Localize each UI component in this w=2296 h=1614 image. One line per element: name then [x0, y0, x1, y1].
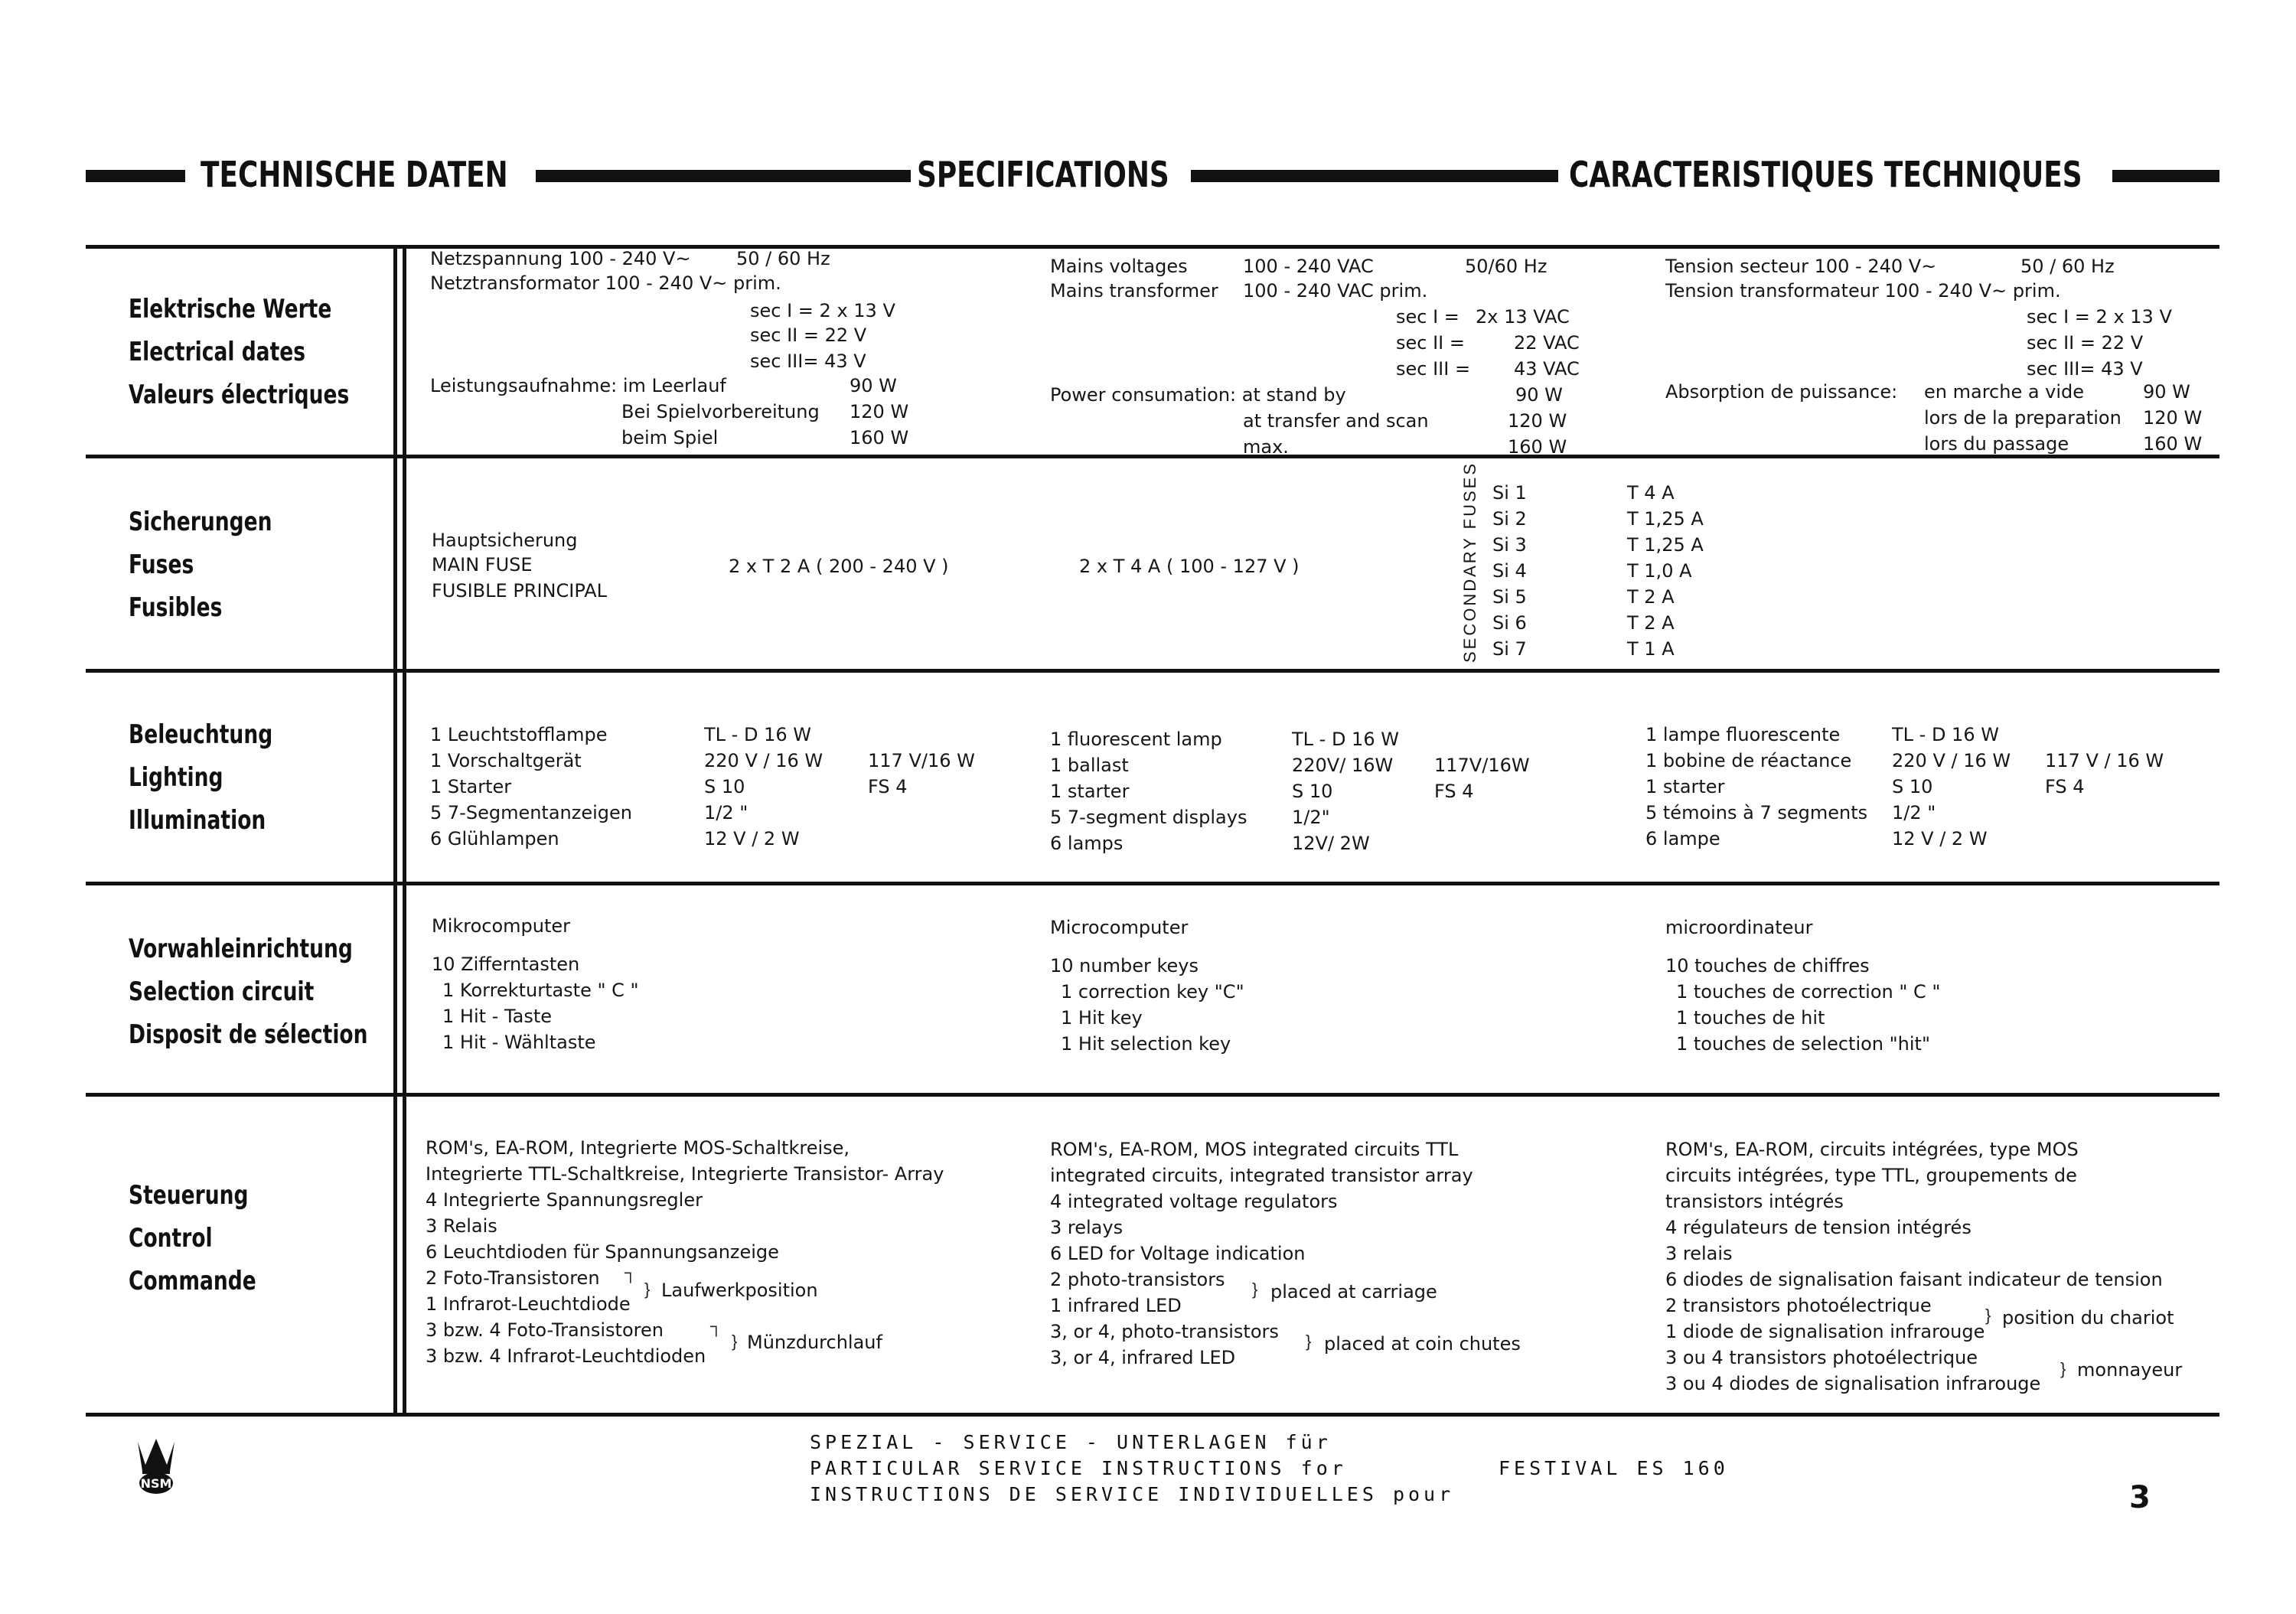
- lighting-value: 1/2 ": [1892, 802, 1936, 823]
- section-label-electrical: [129, 288, 350, 416]
- sec-2: sec II = 22 V: [750, 324, 867, 346]
- selection-line: 1 Hit selection key: [1061, 1033, 1231, 1055]
- control-line: 2 photo-transistors: [1050, 1269, 1225, 1290]
- control-line: 4 integrated voltage regulators: [1050, 1191, 1338, 1212]
- lighting-value: 12 V / 2 W: [1892, 828, 1988, 849]
- label-en: Lighting: [129, 762, 223, 793]
- transformer-label: Mains transformer: [1050, 280, 1218, 302]
- lighting-value: TL - D 16 W: [1292, 729, 1399, 750]
- sec-2-label: sec II =: [1396, 332, 1465, 354]
- lighting-value: 220 V / 16 W: [704, 750, 823, 771]
- main-fuse-fr: FUSIBLE PRINCIPAL: [432, 580, 608, 602]
- power-pass: 160 W: [2143, 433, 2203, 455]
- label-en: Control: [129, 1223, 213, 1254]
- label-de: Sicherungen: [129, 507, 272, 537]
- transformer: 100 - 240 VAC prim.: [1243, 280, 1428, 302]
- lighting-item: 6 Glühlampen: [430, 828, 559, 849]
- control-line: circuits intégrées, type TTL, groupements de: [1665, 1165, 2077, 1186]
- selection-line: 1 touches de selection "hit": [1676, 1033, 1931, 1055]
- lighting-item: 6 lamps: [1050, 833, 1124, 854]
- lighting-value: 12V/ 2W: [1292, 833, 1370, 854]
- secondary-fuses-label: SECONDARY FUSES: [1460, 461, 1479, 663]
- sec-1: sec I = 2 x 13 V: [2027, 306, 2172, 328]
- bracket: ┐: [625, 1263, 637, 1282]
- control-line: 3, or 4, infrared LED: [1050, 1347, 1236, 1368]
- control-note: monnayeur: [2077, 1359, 2183, 1381]
- sec-3: 43 VAC: [1514, 358, 1580, 380]
- main-fuse-de: Hauptsicherung: [432, 530, 578, 551]
- control-line: 4 régulateurs de tension intégrés: [1665, 1217, 1971, 1238]
- lighting-value: 220 V / 16 W: [1892, 750, 2011, 771]
- fuse-value: T 1,25 A: [1627, 508, 1704, 530]
- selection-line: 1 Korrekturtaste " C ": [442, 980, 639, 1001]
- sec-1: 2x 13 VAC: [1476, 306, 1570, 328]
- power-idle-label: en marche a vide: [1924, 381, 2085, 403]
- lighting-item: 1 Leuchtstofflampe: [430, 724, 608, 745]
- label-de: Elektrische Werte: [129, 294, 332, 324]
- lighting-value: TL - D 16 W: [1892, 724, 1999, 745]
- fuse-value: T 1 A: [1627, 638, 1675, 660]
- control-line: 1 diode de signalisation infrarouge: [1665, 1321, 1985, 1342]
- control-line: 3, or 4, photo-transistors: [1050, 1321, 1279, 1342]
- fuse-value: T 1,0 A: [1627, 560, 1692, 582]
- selection-line: 1 Hit - Taste: [442, 1006, 553, 1027]
- fuse-name: Si 3: [1492, 534, 1527, 556]
- section-label-lighting: [129, 713, 344, 842]
- label-fr: Disposit de sélection: [129, 1019, 368, 1050]
- fuse-name: Si 6: [1492, 612, 1527, 634]
- lighting-item: 1 bobine de réactance: [1645, 750, 1852, 771]
- label-de: Steuerung: [129, 1180, 249, 1211]
- control-line: 3 bzw. 4 Infrarot-Leuchtdioden: [426, 1345, 706, 1367]
- fuse-name: Si 7: [1492, 638, 1527, 660]
- control-line: Integrierte TTL-Schaltkreise, Integrierte Transistor- Array: [426, 1163, 944, 1185]
- label-de: Vorwahleinrichtung: [129, 934, 353, 964]
- control-line: 3 ou 4 diodes de signalisation infrarouge: [1665, 1373, 2041, 1394]
- control-line: 3 relays: [1050, 1217, 1124, 1238]
- lighting-item: 5 7-segment displays: [1050, 807, 1247, 828]
- fuse-name: Si 4: [1492, 560, 1527, 582]
- lighting-value: 117 V/16 W: [868, 750, 975, 771]
- header-bar: [1191, 170, 1558, 182]
- mains-frequency: 50/60 Hz: [1465, 256, 1548, 277]
- selection-line: 1 Hit - Wähltaste: [442, 1032, 596, 1053]
- lighting-value: FS 4: [2045, 776, 2085, 797]
- lighting-item: 1 fluorescent lamp: [1050, 729, 1222, 750]
- power-max-label: max.: [1243, 436, 1289, 458]
- bracket: }: [1306, 1332, 1312, 1351]
- lighting-value: 1/2 ": [704, 802, 748, 823]
- label-fr: Commande: [129, 1266, 256, 1296]
- main-fuse-230v: 2 x T 2 A ( 200 - 240 V ): [729, 556, 949, 577]
- fuse-name: Si 2: [1492, 508, 1527, 530]
- control-note: position du chariot: [2002, 1307, 2174, 1329]
- lighting-value: FS 4: [868, 776, 908, 797]
- selection-line: 10 number keys: [1050, 955, 1199, 977]
- lighting-item: 6 lampe: [1645, 828, 1720, 849]
- bracket: }: [644, 1280, 651, 1299]
- mains-frequency: 50 / 60 Hz: [736, 248, 830, 269]
- lighting-item: 1 Starter: [430, 776, 512, 797]
- footer-line-en: PARTICULAR SERVICE INSTRUCTIONS for: [810, 1457, 1347, 1479]
- control-note: placed at coin chutes: [1324, 1333, 1521, 1355]
- section-label-selection: [129, 928, 368, 1056]
- power-idle: 90 W: [2143, 381, 2190, 403]
- power-prep: 120 W: [2143, 407, 2203, 429]
- bracket: }: [2060, 1359, 2066, 1378]
- fuse-name: Si 1: [1492, 482, 1527, 504]
- control-line: 2 Foto-Transistoren: [426, 1267, 600, 1289]
- page-number: 3: [2129, 1480, 2151, 1515]
- sec-1-label: sec I =: [1396, 306, 1459, 328]
- power-play: 160 W: [850, 427, 909, 448]
- fuse-value: T 2 A: [1627, 612, 1675, 634]
- power-transfer-label: at transfer and scan: [1243, 410, 1429, 432]
- lighting-value: TL - D 16 W: [704, 724, 811, 745]
- selection-line: 1 touches de hit: [1676, 1007, 1825, 1029]
- control-line: ROM's, EA-ROM, Integrierte MOS-Schaltkreise,: [426, 1137, 850, 1159]
- footer-line-de: SPEZIAL - SERVICE - UNTERLAGEN für: [810, 1431, 1332, 1453]
- lighting-item: 5 7-Segmentanzeigen: [430, 802, 632, 823]
- lighting-value: 117V/16W: [1434, 755, 1530, 776]
- lighting-value: 12 V / 2 W: [704, 828, 800, 849]
- control-line: 4 Integrierte Spannungsregler: [426, 1189, 703, 1211]
- lighting-value: 1/2": [1292, 807, 1330, 828]
- bracket: ┐: [710, 1316, 722, 1335]
- sec-3-label: sec III =: [1396, 358, 1471, 380]
- control-line: integrated circuits, integrated transistor array: [1050, 1165, 1473, 1186]
- selection-line: 1 correction key "C": [1061, 981, 1244, 1003]
- main-fuse-en: MAIN FUSE: [432, 554, 533, 575]
- control-note: placed at carriage: [1270, 1281, 1437, 1303]
- selection-title: Microcomputer: [1050, 917, 1189, 938]
- label-en: Electrical dates: [129, 337, 306, 367]
- power-play-label: beim Spiel: [621, 427, 719, 448]
- control-line: transistors intégrés: [1665, 1191, 1844, 1212]
- sec-3: sec III= 43 V: [750, 351, 866, 372]
- control-line: 1 Infrarot-Leuchtdiode: [426, 1293, 631, 1315]
- lighting-value: S 10: [1892, 776, 1933, 797]
- power-prep: 120 W: [850, 401, 909, 422]
- selection-line: 10 touches de chiffres: [1665, 955, 1870, 977]
- fuse-value: T 4 A: [1627, 482, 1675, 504]
- control-line: ROM's, EA-ROM, MOS integrated circuits TTL: [1050, 1139, 1459, 1160]
- fuse-value: T 1,25 A: [1627, 534, 1704, 556]
- header-title-fr: CARACTERISTIQUES TECHNIQUES: [1569, 154, 2082, 195]
- section-label-control: [129, 1174, 344, 1303]
- lighting-value: FS 4: [1434, 781, 1474, 802]
- sec-1: sec I = 2 x 13 V: [750, 300, 895, 321]
- selection-title: Mikrocomputer: [432, 915, 571, 937]
- label-en: Fuses: [129, 549, 194, 580]
- lighting-value: 117 V / 16 W: [2045, 750, 2164, 771]
- lighting-item: 5 témoins à 7 segments: [1645, 802, 1868, 823]
- selection-line: 10 Zifferntasten: [432, 954, 580, 975]
- lighting-item: 1 ballast: [1050, 755, 1129, 776]
- bracket: }: [1252, 1280, 1258, 1299]
- control-line: 3 bzw. 4 Foto-Transistoren: [426, 1319, 664, 1341]
- label-fr: Valeurs électriques: [129, 380, 350, 410]
- sec-2: 22 VAC: [1514, 332, 1580, 354]
- header-title-en: SPECIFICATIONS: [917, 154, 1169, 195]
- footer-line-fr: INSTRUCTIONS DE SERVICE INDIVIDUELLES pour: [810, 1483, 1455, 1505]
- control-line: 2 transistors photoélectrique: [1665, 1295, 1932, 1316]
- lighting-item: 1 lampe fluorescente: [1645, 724, 1841, 745]
- header-title-de: TECHNISCHE DATEN: [201, 154, 508, 195]
- sec-2: sec II = 22 V: [2027, 332, 2144, 354]
- control-line: ROM's, EA-ROM, circuits intégrées, type MOS: [1665, 1139, 2079, 1160]
- lighting-item: 1 starter: [1645, 776, 1725, 797]
- lighting-item: 1 starter: [1050, 781, 1130, 802]
- label-en: Selection circuit: [129, 977, 315, 1007]
- control-note: Laufwerkposition: [661, 1280, 818, 1301]
- transformer: Tension transformateur 100 - 240 V~ prim.: [1665, 280, 2061, 302]
- section-label-fuses: [129, 501, 344, 629]
- mains-voltage: Netzspannung 100 - 240 V~: [430, 248, 691, 269]
- label-de: Beleuchtung: [129, 719, 273, 750]
- column-divider: [393, 245, 397, 1416]
- logo-icon: [132, 1436, 181, 1497]
- transformer: Netztransformator 100 - 240 V~ prim.: [430, 272, 781, 294]
- power-idle: 90 W: [1515, 384, 1563, 406]
- label-fr: Illumination: [129, 805, 266, 836]
- mains-label: Mains voltages: [1050, 256, 1188, 277]
- fuse-value: T 2 A: [1627, 586, 1675, 608]
- bracket: }: [732, 1332, 738, 1351]
- mains-frequency: 50 / 60 Hz: [2020, 256, 2115, 277]
- power-idle: 90 W: [850, 375, 897, 396]
- power-label: Power consumation: at stand by: [1050, 384, 1346, 406]
- power-prep-label: Bei Spielvorbereitung: [621, 401, 820, 422]
- selection-line: 1 touches de correction " C ": [1676, 981, 1941, 1003]
- lighting-value: S 10: [704, 776, 745, 797]
- sec-3: sec III= 43 V: [2027, 358, 2143, 380]
- lighting-value: 220V/ 16W: [1292, 755, 1394, 776]
- header-bar: [86, 170, 185, 182]
- control-line: 1 infrared LED: [1050, 1295, 1182, 1316]
- header-bar: [536, 170, 911, 182]
- mains-voltage: Tension secteur 100 - 240 V~: [1665, 256, 1937, 277]
- mains-voltage: 100 - 240 VAC: [1243, 256, 1374, 277]
- selection-title: microordinateur: [1665, 917, 1813, 938]
- control-note: Münzdurchlauf: [747, 1332, 882, 1353]
- control-line: 3 relais: [1665, 1243, 1733, 1264]
- control-line: 3 Relais: [426, 1215, 497, 1237]
- column-divider: [403, 245, 406, 1416]
- power-transfer: 120 W: [1508, 410, 1567, 432]
- power-label: Absorption de puissance:: [1665, 381, 1898, 403]
- label-fr: Fusibles: [129, 592, 223, 623]
- fuse-name: Si 5: [1492, 586, 1527, 608]
- power-pass-label: lors du passage: [1924, 433, 2069, 455]
- bracket: }: [1985, 1306, 1991, 1325]
- power-prep-label: lors de la preparation: [1924, 407, 2122, 429]
- control-line: 6 LED for Voltage indication: [1050, 1243, 1306, 1264]
- footer-model: FESTIVAL ES 160: [1499, 1457, 1729, 1479]
- header-bar: [2112, 170, 2219, 182]
- main-fuse-115v: 2 x T 4 A ( 100 - 127 V ): [1079, 556, 1300, 577]
- power-label: Leistungsaufnahme: im Leerlauf: [430, 375, 726, 396]
- control-line: 6 Leuchtdioden für Spannungsanzeige: [426, 1241, 779, 1263]
- power-max: 160 W: [1508, 436, 1567, 458]
- control-line: 6 diodes de signalisation faisant indicateur de tension: [1665, 1269, 2163, 1290]
- lighting-value: S 10: [1292, 781, 1333, 802]
- svg-text:NSM: NSM: [140, 1476, 172, 1491]
- lighting-item: 1 Vorschaltgerät: [430, 750, 582, 771]
- selection-line: 1 Hit key: [1061, 1007, 1143, 1029]
- control-line: 3 ou 4 transistors photoélectrique: [1665, 1347, 1978, 1368]
